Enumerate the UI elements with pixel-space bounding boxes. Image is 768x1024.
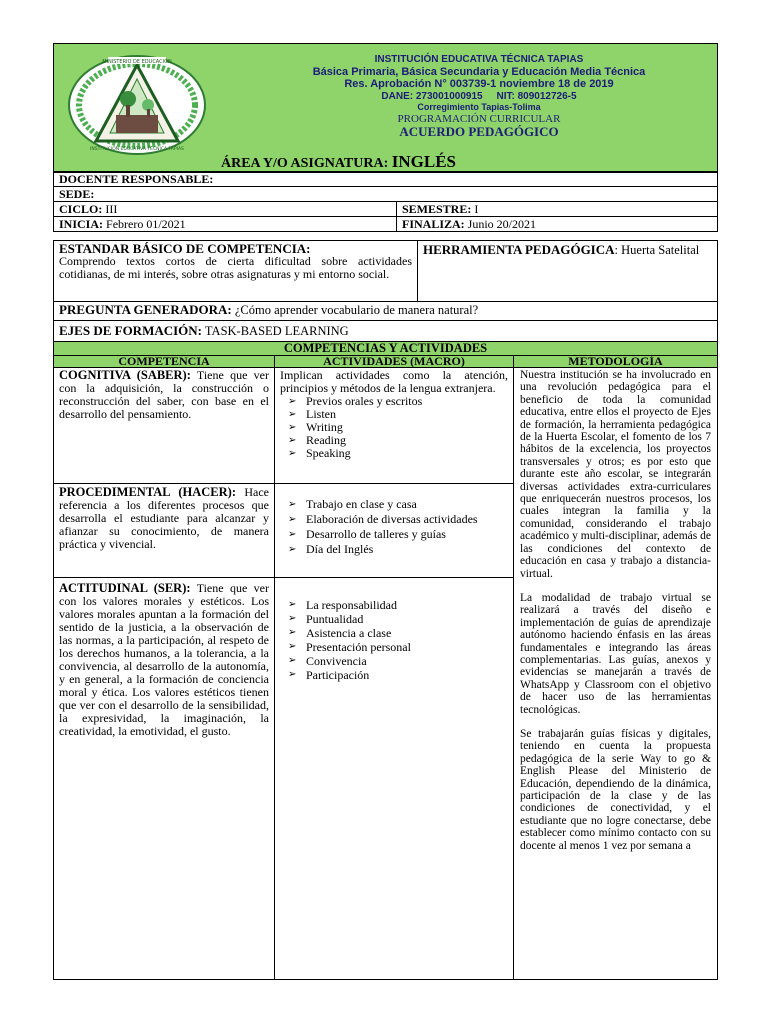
- list-item: ➢ Desarrollo de talleres y guías: [280, 528, 508, 541]
- col-header-metodologia-text: METODOLOGÍA: [568, 354, 663, 368]
- axes-value: TASK-BASED LEARNING: [202, 324, 349, 338]
- procedimental-competency: [53, 483, 275, 578]
- tool-label: HERRAMIENTA PEDAGÓGICA: [423, 242, 615, 257]
- cognitiva-label: COGNITIVA (SABER):: [59, 368, 191, 382]
- list-item: ➢ Listen: [280, 408, 508, 421]
- list-item: ➢ Speaking: [280, 447, 508, 460]
- sede-label: SEDE:: [59, 187, 95, 201]
- finaliza-cell: [397, 217, 718, 232]
- program-title: PROGRAMACIÓN CURRICULAR: [397, 112, 561, 125]
- question-value: ¿Cómo aprender vocabulario de manera natural?: [231, 303, 479, 317]
- ciclo-cell: [54, 202, 397, 217]
- methodology-cell: [513, 367, 718, 980]
- inicia-value: Febrero 01/2021: [106, 217, 186, 231]
- question-label: PREGUNTA GENERADORA:: [59, 302, 232, 317]
- actitudinal-label: ACTITUDINAL (SER):: [59, 581, 191, 595]
- dane-nit: DANE: 273001000915 NIT: 809012726-5: [381, 90, 577, 102]
- list-item: ➢ Reading: [280, 434, 508, 447]
- institution-name: INSTITUCIÓN EDUCATIVA TÉCNICA TAPIAS: [374, 54, 584, 65]
- col-header-competencia-text: COMPETENCIA: [118, 354, 210, 368]
- logo-caption-top: MINISTERIO DE EDUCACIÓN: [102, 59, 172, 65]
- subject-area-label: ÁREA Y/O ASIGNATURA:: [221, 156, 389, 171]
- cognitiva-activity-list: [280, 395, 508, 460]
- logo-emblem: [68, 55, 206, 155]
- competencies-banner-text: COMPETENCIAS Y ACTIVIDADES: [283, 341, 488, 355]
- inicia-cell: [54, 217, 397, 232]
- teacher-label: DOCENTE RESPONSABLE:: [59, 172, 214, 186]
- semestre-label: SEMESTRE:: [402, 202, 472, 216]
- actitudinal-activity-list: [280, 598, 508, 682]
- subject-area: [221, 152, 456, 172]
- cognitiva-activities: [274, 367, 514, 484]
- procedimental-label: PROCEDIMENTAL (HACER):: [59, 485, 236, 499]
- list-item: ➢ Día del Inglés: [280, 543, 508, 556]
- list-item: ➢ Trabajo en clase y casa: [280, 498, 508, 511]
- standard-cell: [53, 240, 418, 302]
- sede-row: [54, 187, 718, 202]
- ciclo-value: III: [105, 202, 118, 216]
- agreement-title: ACUERDO PEDAGÓGICO: [399, 124, 559, 140]
- info-table: [53, 171, 718, 232]
- teacher-cell: [54, 172, 718, 187]
- teacher-row: [54, 172, 718, 187]
- standard-text: Comprendo textos cortos de cierta dificultad sobre actividades cotidianas, de mi interés, sobre otras asignaturas y mi entorno social.: [59, 254, 412, 281]
- list-item: ➢ La responsabilidad: [280, 598, 508, 612]
- semestre-cell: [397, 202, 718, 217]
- actitudinal-competency: [53, 577, 275, 980]
- cognitiva-competency: [53, 367, 275, 484]
- list-item: ➢ Previos orales y escritos: [280, 395, 508, 408]
- finaliza-label: FINALIZA:: [402, 217, 465, 231]
- methodology-paragraph-3: Se trabajarán guías físicas y digitales, teniendo en cuenta la propuesta pedagógica de la serie Way to go & English Please del Ministerio de Educación, dependiendo de la dinámica, participación de la clase y de las condiciones de conectividad, y el estudiante que no logre conectarse, debe establecer como mínimo contacto con su docente al menos 1 vez por semana a: [520, 727, 711, 852]
- question-cell: [53, 301, 718, 321]
- tool-cell: [417, 240, 718, 302]
- logo-caption-bottom: INSTITUCIÓN EDUCATIVA TÉCNICA TAPIAS: [90, 147, 184, 152]
- list-item: ➢ Presentación personal: [280, 640, 508, 654]
- inicia-label: INICIA:: [59, 217, 104, 231]
- actitudinal-text: Tiene que ver con los valores morales y estéticos. Los valores morales apuntan a la formación del sentido de la justicia, a la observación de las normas, a la participación, al respeto de los derechos humanos, a la tolerancia, a la convivencia, al desarrollo de la autonomía, y en general, a la formación de conciencia moral y ética. Los valores estéticos tienen que ver con el desarrollo de la sensibilidad, la expresividad, la imaginación, la creatividad, la emotividad, el gusto.: [59, 581, 269, 738]
- methodology-paragraph-2: La modalidad de trabajo virtual se realizará a través del diseño e implementación de guías de aprendizaje autónomo haciendo énfasis en las áreas fundamentales e integrando las áreas complementarias. Las guías, anexos y evidencias se manejarán a través de WhatsApp y Classroom con el objetivo de hacer uso de las herramientas tecnológicas.: [520, 591, 711, 716]
- cognitiva-text: Tiene que ver con la adquisición, la construcción o reconstrucción del saber, con base en el desarrollo del pensamiento.: [59, 368, 269, 421]
- dates-row: [54, 217, 718, 232]
- procedimental-activity-list: [280, 498, 508, 556]
- methodology-paragraph-1: Nuestra institución se ha involucrado en una revolución pedagógica para el beneficio de toda la comunidad educativa, entre ellos el proyecto de Ejes de formación, la herramienta pedagógica de la Huerta Escolar, el fomento de los 7 hábitos de la excelencia, los proyectos transversales y otros; es por esto que durante este año escolar, se integrarán diversas actividades extra-curriculares que enriquecerán nuestros procesos, los cuales integran la familia y la comunidad, considerando el trabajo académico y multi-disciplinar, además de las condiciones del contexto de educación en casa y trabajo a distancia-virtual.: [520, 369, 711, 580]
- axes-label: EJES DE FORMACIÓN:: [59, 323, 203, 338]
- institution-logo: [68, 55, 206, 155]
- approval-resolution: Res. Aprobación N° 003739-1 noviembre 18 de 2019: [344, 78, 614, 91]
- standard-label: ESTANDAR BÁSICO DE COMPETENCIA:: [59, 241, 311, 256]
- list-item: ➢ Participación: [280, 668, 508, 682]
- list-item: ➢ Asistencia a clase: [280, 626, 508, 640]
- list-item: ➢ Elaboración de diversas actividades: [280, 513, 508, 526]
- finaliza-value: Junio 20/2021: [467, 217, 537, 231]
- procedimental-text: Hace referencia a los diferentes procesos que desarrolla el estudiante para alcanzar y afianzar su conocimiento, de manera práctica y vivencial.: [59, 485, 269, 551]
- list-item: ➢ Writing: [280, 421, 508, 434]
- ciclo-label: CICLO:: [59, 202, 103, 216]
- education-levels: Básica Primaria, Básica Secundaria y Educación Media Técnica: [312, 65, 646, 78]
- tool-value: : Huerta Satelital: [614, 243, 700, 257]
- col-header-actividades-text: ACTIVIDADES (MACRO): [323, 354, 465, 368]
- semestre-value: I: [474, 202, 479, 216]
- list-item: ➢ Convivencia: [280, 654, 508, 668]
- header-text-block: [244, 54, 714, 140]
- sede-cell: [54, 187, 718, 202]
- procedimental-activities: [274, 483, 514, 578]
- location: Corregimiento Tapias-Tolima: [417, 102, 541, 113]
- actitudinal-activities: [274, 577, 514, 980]
- ciclo-row: [54, 202, 718, 217]
- subject-area-value: INGLÉS: [391, 152, 456, 171]
- cognitiva-intro: Implican actividades como la atención, principios y métodos de la lengua extranjera.: [280, 368, 508, 395]
- list-item: ➢ Puntualidad: [280, 612, 508, 626]
- axes-cell: [53, 320, 718, 342]
